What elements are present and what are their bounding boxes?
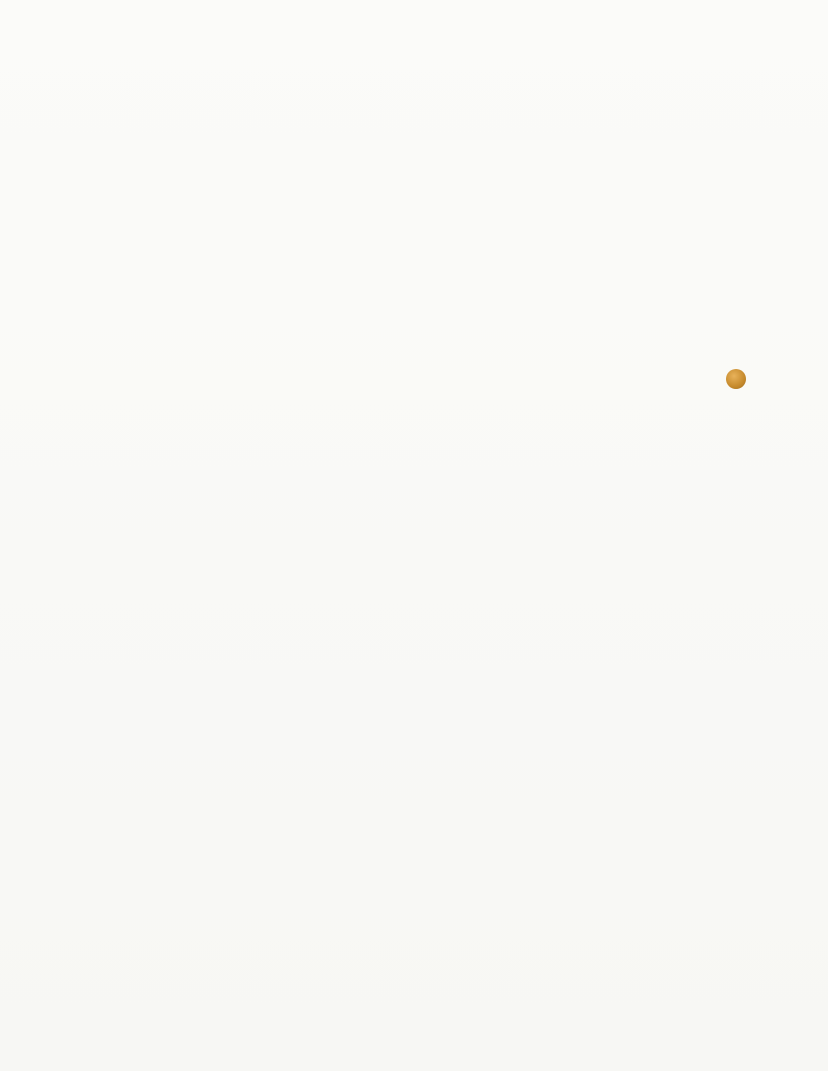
highlighter-dot-mark (726, 369, 746, 389)
document-body (144, 14, 692, 36)
